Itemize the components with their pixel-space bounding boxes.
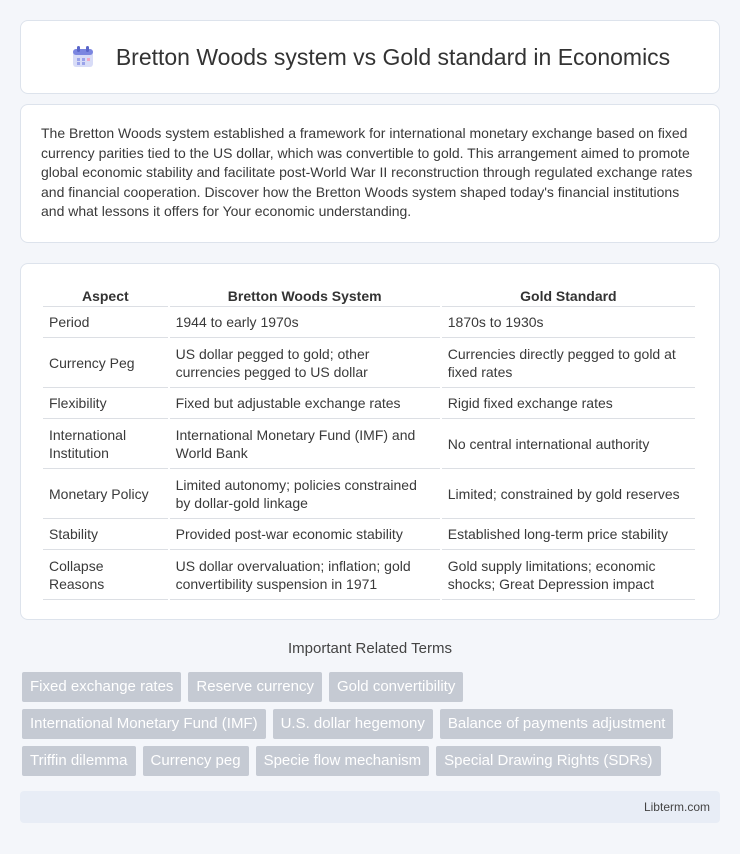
tag-gold-convertibility[interactable]: Gold convertibility (329, 672, 463, 702)
table-cell: Limited; constrained by gold reserves (442, 469, 695, 519)
table-cell: Flexibility (43, 388, 168, 419)
table-cell: US dollar overvaluation; inflation; gold convertibility suspension in 1971 (170, 550, 440, 600)
footer-site-link[interactable]: Libterm.com (643, 800, 710, 814)
tag-balance-of-payments[interactable]: Balance of payments adjustment (440, 709, 674, 739)
tag-currency-peg[interactable]: Currency peg (143, 746, 249, 776)
table-row (43, 338, 695, 388)
table-cell: Provided post-war economic stability (170, 519, 440, 550)
table-row (43, 419, 695, 469)
table-row (43, 469, 695, 519)
table-cell: US dollar pegged to gold; other currencies pegged to US dollar (170, 338, 440, 388)
intro-card (20, 104, 720, 243)
table-cell: Collapse Reasons (43, 550, 168, 600)
tag-fixed-exchange-rates[interactable]: Fixed exchange rates (22, 672, 181, 702)
title-card (20, 20, 720, 94)
intro-text: The Bretton Woods system established a framework for international monetary exchange based on fixed currency parities tied to the US dollar, which was convertible to gold. This arrangement aimed to promote global economic stability and facilitate post-World War II reconstruction through regulated exchange rates and financial cooperation. Discover how the Bretton Woods system shaped today's financial institutions and what lessons it offers for Your economic understanding. (41, 125, 693, 219)
comparison-card (20, 263, 720, 620)
table-cell: International Monetary Fund (IMF) and World Bank (170, 419, 440, 469)
table-cell: Rigid fixed exchange rates (442, 388, 695, 419)
tag-us-dollar-hegemony[interactable]: U.S. dollar hegemony (273, 709, 433, 739)
related-terms-tags (22, 672, 722, 783)
table-cell: 1944 to early 1970s (170, 307, 440, 338)
table-cell: Monetary Policy (43, 469, 168, 519)
table-header-row (43, 284, 695, 307)
footer (20, 791, 720, 823)
comparison-table (41, 284, 697, 600)
tag-reserve-currency[interactable]: Reserve currency (188, 672, 322, 702)
table-cell: Limited autonomy; policies constrained by dollar-gold linkage (170, 469, 440, 519)
calendar-icon (70, 44, 96, 70)
header-bretton-woods: Bretton Woods System (170, 284, 440, 307)
tag-triffin-dilemma[interactable]: Triffin dilemma (22, 746, 136, 776)
table-cell: International Institution (43, 419, 168, 469)
tag-specie-flow[interactable]: Specie flow mechanism (256, 746, 430, 776)
table-cell: Stability (43, 519, 168, 550)
table-cell: Gold supply limitations; economic shocks; Great Depression impact (442, 550, 695, 600)
tag-sdrs[interactable]: Special Drawing Rights (SDRs) (436, 746, 660, 776)
tag-imf[interactable]: International Monetary Fund (IMF) (22, 709, 266, 739)
related-terms-title: Important Related Terms (288, 640, 452, 657)
header-aspect: Aspect (43, 284, 168, 307)
table-row (43, 519, 695, 550)
tag-row (22, 709, 722, 739)
page-title: Bretton Woods system vs Gold standard in Economics (115, 43, 671, 70)
table-cell: Currency Peg (43, 338, 168, 388)
header-gold-standard: Gold Standard (442, 284, 695, 307)
table-cell: Established long-term price stability (442, 519, 695, 550)
table-row (43, 388, 695, 419)
tag-row (22, 672, 722, 702)
table-row (43, 307, 695, 338)
table-cell: Period (43, 307, 168, 338)
table-cell: Fixed but adjustable exchange rates (170, 388, 440, 419)
tag-row (22, 746, 722, 776)
table-cell: Currencies directly pegged to gold at fixed rates (442, 338, 695, 388)
table-cell: 1870s to 1930s (442, 307, 695, 338)
table-cell: No central international authority (442, 419, 695, 469)
table-row (43, 550, 695, 600)
